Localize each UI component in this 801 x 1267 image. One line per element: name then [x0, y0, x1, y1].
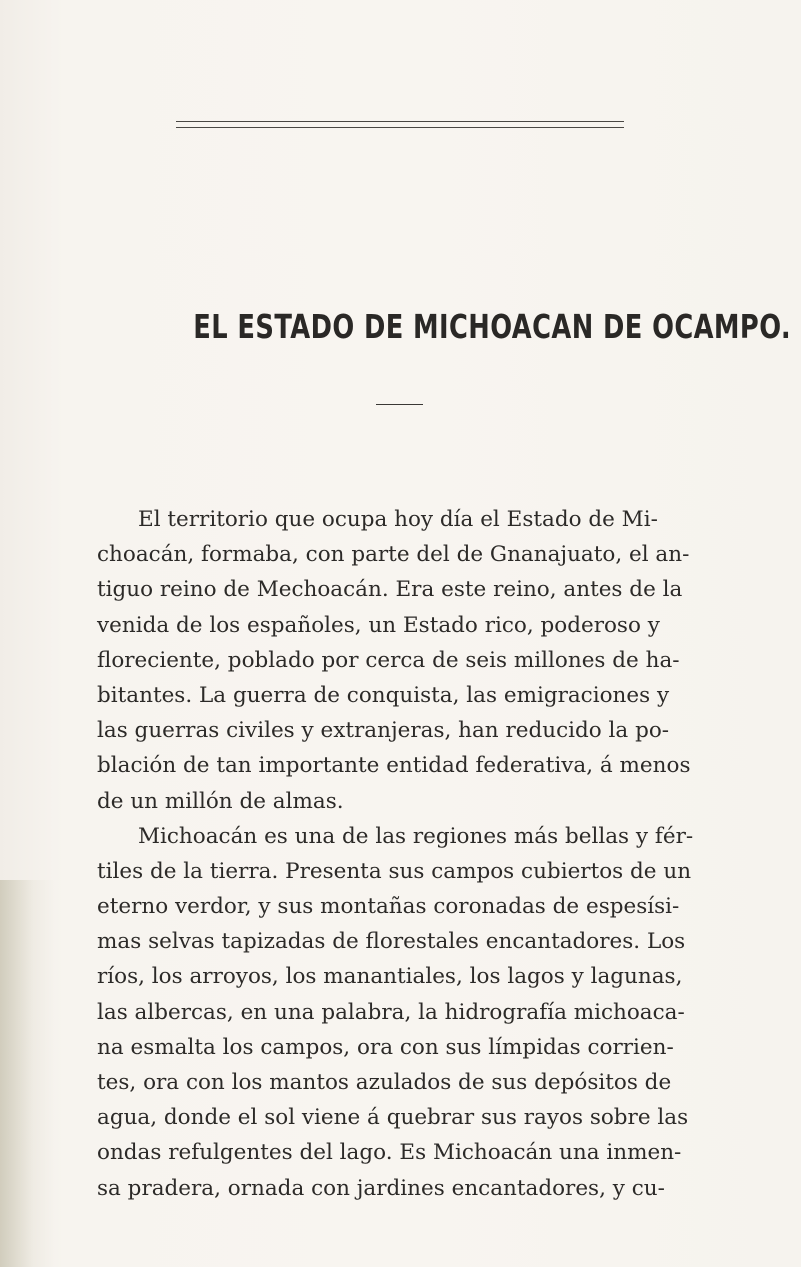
text-line: sa pradera, ornada con jardines encantadores, y cu- [97, 1175, 665, 1201]
text-line: Michoacán es una de las regiones más bellas y fér- [138, 823, 694, 849]
text-line: agua, donde el sol viene á quebrar sus rayos sobre las [97, 1105, 689, 1131]
text-line: de un millón de almas. [97, 788, 344, 814]
text-line: ríos, los arroyos, los manantiales, los lagos y lagunas, [97, 964, 683, 990]
text-line: las guerras civiles y extranjeras, han reducido la po- [97, 718, 670, 744]
page-edge-shadow [0, 880, 55, 1267]
text-line: las albercas, en una palabra, la hidrografía michoaca- [97, 999, 685, 1025]
text-line: bitantes. La guerra de conquista, las emigraciones y [97, 682, 670, 708]
body-text [97, 502, 694, 1206]
title-separator-rule [376, 404, 423, 405]
text-line: floreciente, poblado por cerca de seis millones de ha- [97, 647, 680, 673]
text-line: choacán, formaba, con parte del de Gnanajuato, el an- [97, 542, 690, 568]
text-line: mas selvas tapizadas de florestales encantadores. Los [97, 929, 686, 955]
text-line: tiguo reino de Mechoacán. Era este reino, antes de la [97, 577, 683, 603]
page-title: EL ESTADO DE MICHOACAN DE OCAMPO. [193, 307, 792, 346]
text-line: venida de los españoles, un Estado rico, poderoso y [97, 612, 660, 638]
header-rule-thin [176, 127, 624, 128]
text-line: eterno verdor, y sus montañas coronadas de espesísi- [97, 894, 680, 920]
header-rule-thick [176, 121, 624, 122]
text-line: tes, ora con los mantos azulados de sus depósitos de [97, 1070, 672, 1095]
text-line: El territorio que ocupa hoy día el Estado de Mi- [138, 507, 658, 532]
text-line: na esmalta los campos, ora con sus límpidas corrien- [97, 1034, 674, 1060]
text-line: ondas refulgentes del lago. Es Michoacán una inmen- [97, 1140, 682, 1166]
text-line: tiles de la tierra. Presenta sus campos cubiertos de un [97, 858, 692, 884]
text-line: blación de tan importante entidad federativa, á menos [97, 753, 691, 779]
